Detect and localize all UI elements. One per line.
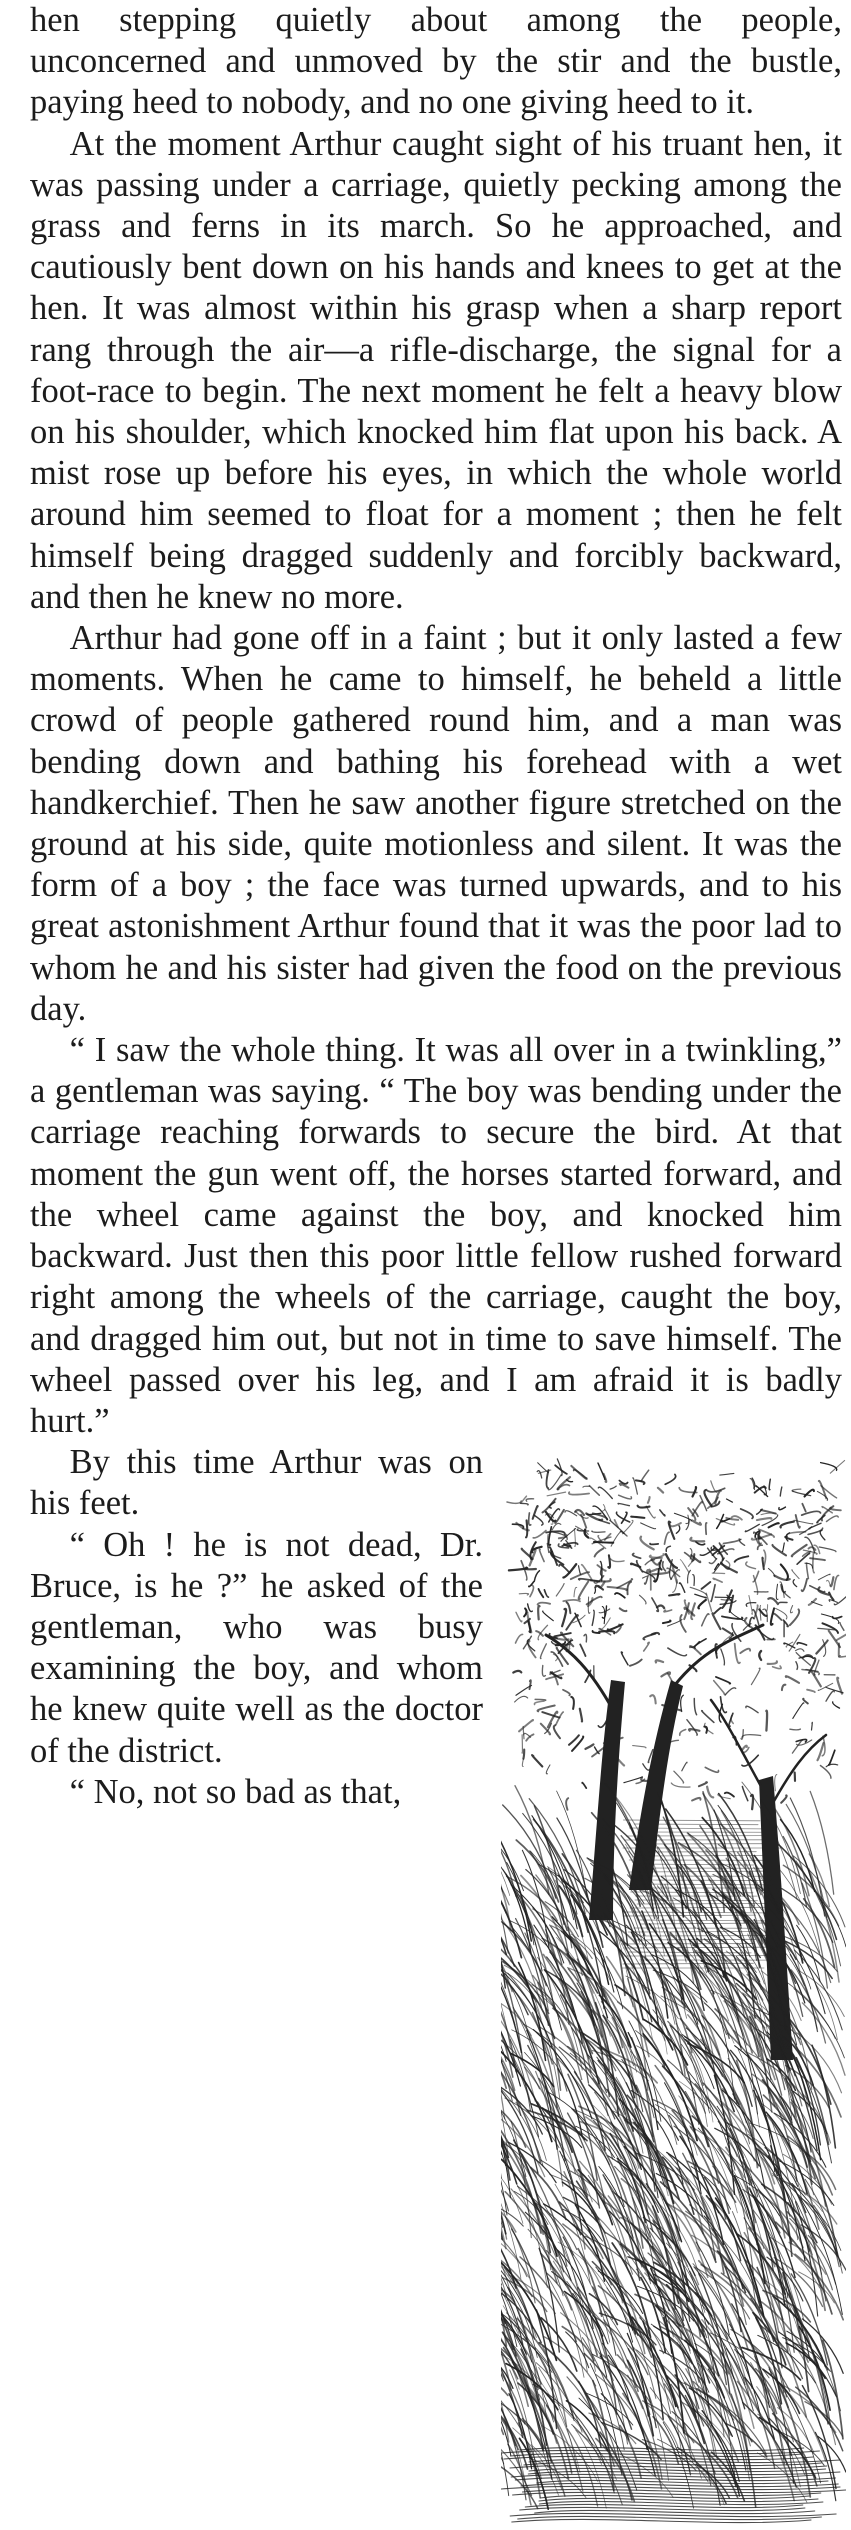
illustration-trees	[501, 1450, 846, 2530]
engraving-trees-and-grass	[501, 1450, 846, 2530]
text-column	[30, 0, 842, 1813]
paragraph: “ I saw the whole thing. It was all over in a twinkling,” a gentleman was saying. “ The boy was bending under the carriage reaching forwards to secure the bird. At that moment the gun went off, the horses started forward, and the wheel came against the boy, and knocked him backward. Just then this poor little fellow rushed forward right among the wheels of the carriage, caught the boy, and dragged him out, but not in time to save himself. The wheel passed over his leg, and I am afraid it is badly hurt.”	[30, 1031, 842, 1440]
paragraph: Arthur had gone off in a faint ; but it only lasted a few moments. When he came to himself, he beheld a little crowd of people gathered round him, and a man was bending down and bathing his forehead with a wet handkerchief. Then he saw another figure stretched on the ground at his side, quite motionless and silent. It was the form of a boy ; the face was turned upwards, and to his great astonishment Arthur found that it was the poor lad to whom he and his sister had given the food on the previous day.	[30, 619, 842, 1028]
paragraph-continued: hen stepping quietly about among the people, unconcerned and unmoved by the stir and the bustle, paying heed to nobody, and no one giving heed to it.	[30, 1, 842, 122]
paragraph: “ No, not so bad as that,	[69, 1772, 402, 1811]
paragraph: At the moment Arthur caught sight of his truant hen, it was passing under a carriage, quietly pecking among the grass and ferns in its march. So he approached, and cautiously bent down on his hands and knees to get at the hen. It was almost within his grasp when a sharp report rang through the air—a rifle-discharge, the signal for a foot-race to begin. The next moment he felt a heavy blow on his shoulder, which knocked him flat upon his back. A mist rose up before his eyes, in which the whole world around him seemed to float for a moment ; then he felt himself being dragged suddenly and forcibly backward, and then he knew no more.	[30, 124, 842, 616]
paragraph: “ Oh ! he is not dead, Dr. Bruce, is he ?” he asked of the gentleman, who was busy examining the boy, and whom he knew quite well as the doctor of the district.	[30, 1525, 483, 1770]
paragraph: By this time Arthur was on his feet.	[30, 1443, 483, 1523]
